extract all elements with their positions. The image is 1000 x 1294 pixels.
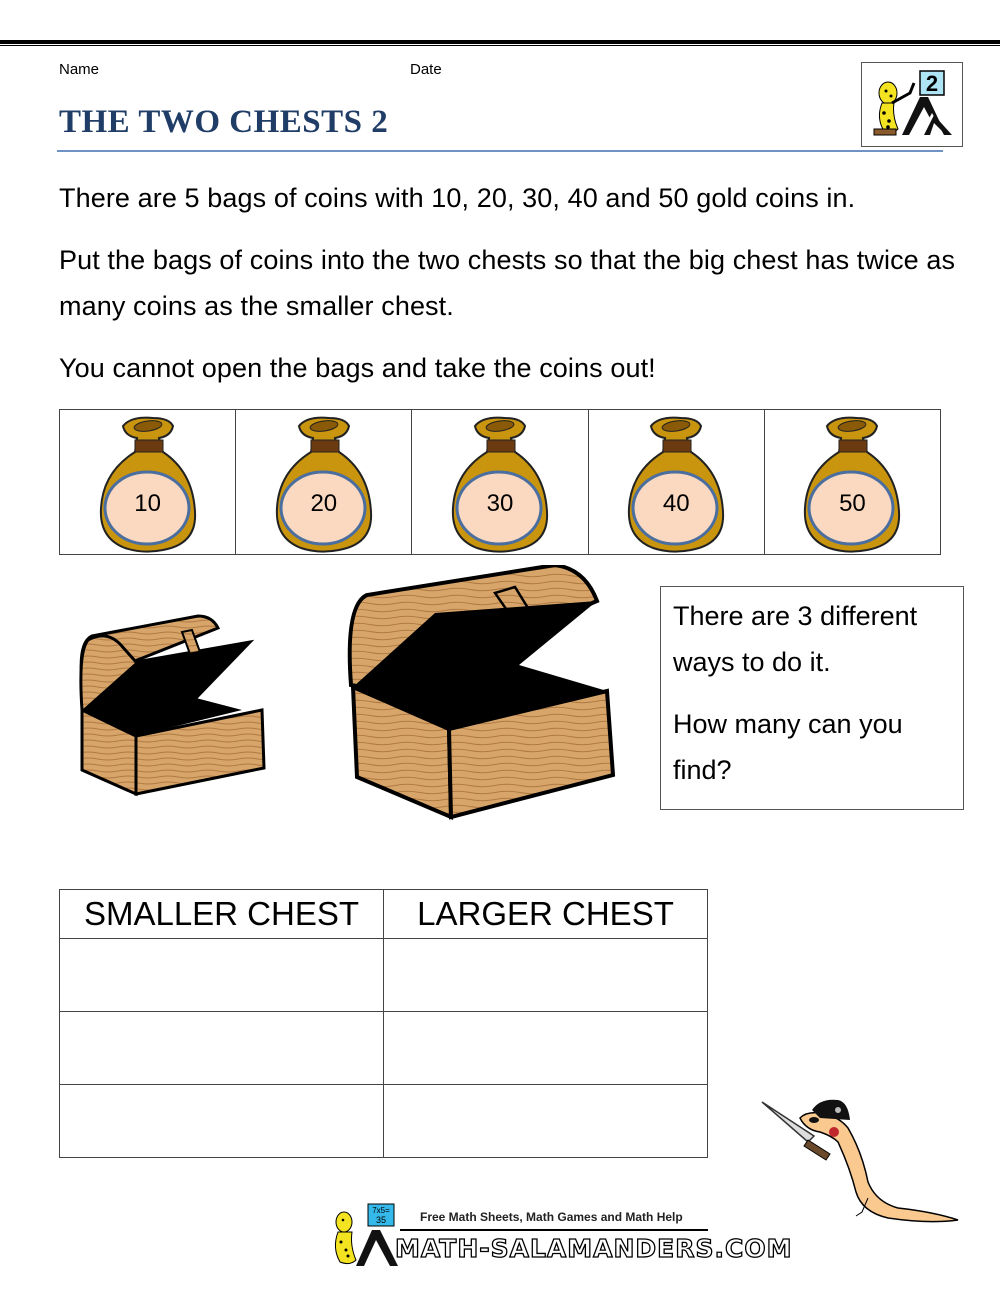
footer-site-name[interactable]: MATH-SALAMANDERS.COM [395, 1234, 793, 1263]
bag-value: 40 [662, 490, 690, 517]
coin-bag-10 [60, 410, 236, 554]
answer-cell-larger[interactable] [384, 1012, 708, 1085]
answer-table [59, 889, 708, 1158]
date-label: Date [410, 61, 442, 78]
answer-cell-smaller[interactable] [60, 1012, 384, 1085]
bag-value: 20 [310, 490, 338, 517]
salamander-chalkboard-icon [326, 1202, 406, 1268]
coin-bag-30 [412, 410, 588, 554]
small-chest [78, 612, 270, 803]
grade-logo [861, 62, 963, 147]
instruction-3: You cannot open the bags and take the coins out! [59, 353, 656, 383]
page-title: THE TWO CHESTS 2 [59, 104, 389, 140]
name-label: Name [59, 61, 100, 78]
hint-box [660, 586, 964, 810]
coin-bags-row [59, 409, 941, 555]
treasure-chest-large-icon [345, 565, 620, 825]
table-row [60, 1085, 708, 1158]
answer-cell-larger[interactable] [384, 1085, 708, 1158]
footer-tagline: Free Math Sheets, Math Games and Math Help [420, 1210, 683, 1224]
treasure-chest-small-icon [78, 612, 270, 798]
money-bag-icon [797, 412, 907, 554]
hint-text-ways: There are 3 different ways to do it. [673, 601, 918, 677]
footer-divider [400, 1229, 708, 1231]
top-rule [0, 40, 1000, 46]
coin-bag-40 [589, 410, 765, 554]
header-smaller-chest: SMALLER CHEST [60, 890, 384, 939]
money-bag-icon [269, 412, 379, 554]
table-row [60, 1012, 708, 1085]
pirate-salamander-icon [758, 1092, 968, 1227]
svg-text:2: 2 [925, 71, 939, 96]
answer-cell-smaller[interactable] [60, 1085, 384, 1158]
money-bag-icon [621, 412, 731, 554]
bag-value: 10 [134, 490, 161, 517]
instruction-1: There are 5 bags of coins with 10, 20, 30, 40 and 50 gold coins in. [59, 183, 856, 213]
table-header-row [60, 890, 708, 939]
answer-cell-larger[interactable] [384, 939, 708, 1012]
coin-bag-50 [765, 410, 940, 554]
coin-bag-20 [236, 410, 412, 554]
svg-text:35: 35 [375, 1215, 387, 1225]
large-chest [345, 565, 620, 830]
money-bag-icon [445, 412, 555, 554]
svg-text:7x5=: 7x5= [372, 1206, 390, 1215]
salamander-easel-icon [862, 63, 962, 146]
instruction-2: Put the bags of coins into the two chests so that the big chest has twice as many coins as the smaller chest. [59, 245, 956, 321]
header-larger-chest: LARGER CHEST [384, 890, 708, 939]
table-row [60, 939, 708, 1012]
answer-cell-smaller[interactable] [60, 939, 384, 1012]
hint-text-question: How many can you find? [673, 709, 903, 785]
bag-value: 50 [839, 490, 866, 517]
pirate-salamander [758, 1092, 968, 1232]
title-underline [57, 150, 943, 152]
bag-value: 30 [486, 490, 514, 517]
money-bag-icon [93, 412, 203, 554]
